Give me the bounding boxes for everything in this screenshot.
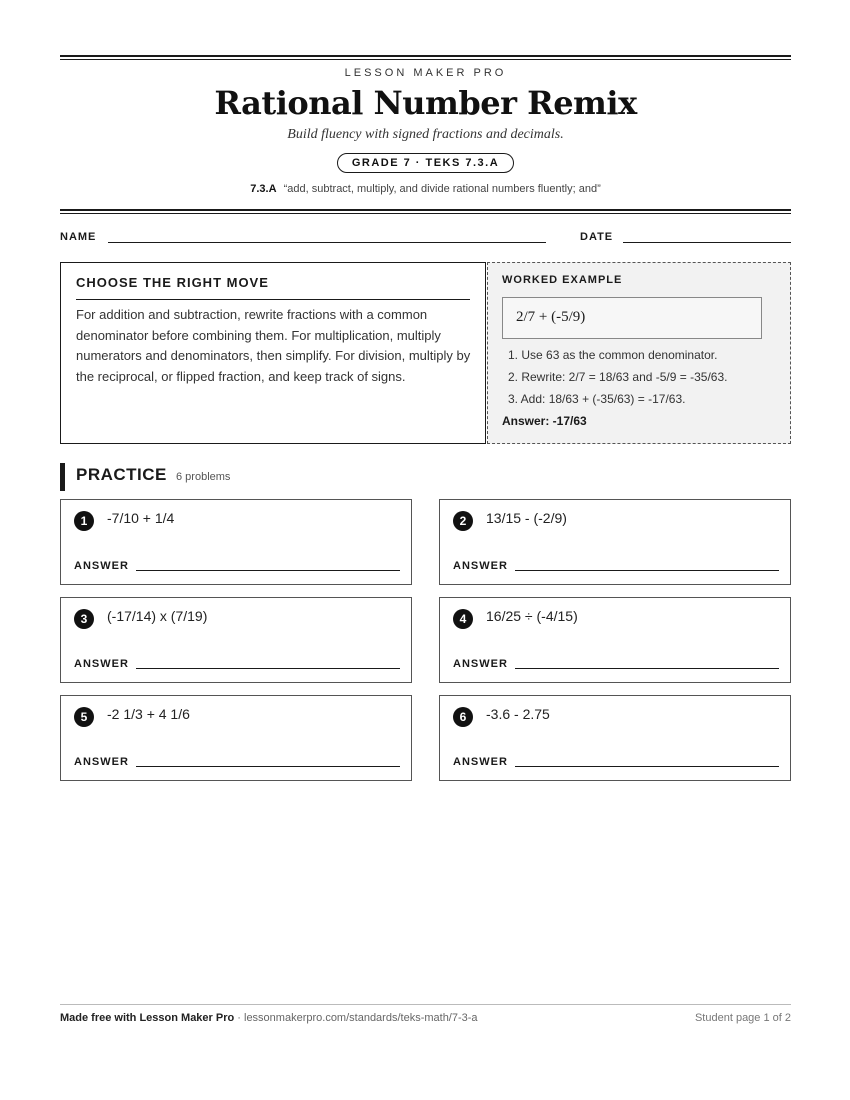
standard-text: “add, subtract, multiply, and divide rational numbers fluently; and” <box>283 183 601 195</box>
answer-label: ANSWER <box>74 560 129 572</box>
worked-example-step: 3. Add: 18/63 + (-35/63) = -17/63. <box>508 392 686 406</box>
problem-card <box>60 695 412 781</box>
footer-page-label: Student page 1 of 2 <box>694 1012 791 1024</box>
problem-card <box>60 597 412 683</box>
answer-field[interactable] <box>515 570 779 571</box>
problem-text: -7/10 + 1/4 <box>107 510 175 526</box>
answer-field[interactable] <box>515 766 779 767</box>
answer-label: ANSWER <box>74 658 129 670</box>
standard-code: 7.3.A <box>250 183 277 195</box>
footer-credit <box>60 1012 478 1024</box>
answer-label: ANSWER <box>453 560 508 572</box>
worked-example-expression: 2/7 + (-5/9) <box>502 297 762 339</box>
worked-example-heading: WORKED EXAMPLE <box>502 274 623 286</box>
problem-text: 16/25 ÷ (-4/15) <box>486 608 578 624</box>
header-top-rule <box>60 55 791 60</box>
grade-badge-wrap <box>60 153 791 173</box>
practice-accent-bar <box>60 463 65 491</box>
problem-number: 3 <box>74 609 94 629</box>
practice-heading: PRACTICE <box>76 465 167 484</box>
date-field[interactable] <box>623 242 791 243</box>
problem-number: 2 <box>453 511 473 531</box>
problem-card <box>439 499 791 585</box>
problem-text: -3.6 - 2.75 <box>486 706 550 722</box>
footer-made-with: Made free with Lesson Maker Pro <box>60 1012 235 1024</box>
worked-example-answer: Answer: -17/63 <box>502 414 587 428</box>
practice-count: 6 problems <box>176 471 231 483</box>
page-title: Rational Number Remix <box>214 84 637 122</box>
footer-separator: · <box>234 1012 244 1024</box>
brand-label: LESSON MAKER PRO <box>344 67 507 79</box>
answer-label: ANSWER <box>74 756 129 768</box>
worked-example-step: 1. Use 63 as the common denominator. <box>508 348 718 362</box>
header-bottom-rule <box>60 209 791 214</box>
answer-label: ANSWER <box>453 658 508 670</box>
page-subtitle: Build fluency with signed fractions and decimals. <box>287 127 564 142</box>
problem-number: 1 <box>74 511 94 531</box>
problem-number: 4 <box>453 609 473 629</box>
name-field[interactable] <box>108 242 546 243</box>
answer-field[interactable] <box>136 766 400 767</box>
standard-line <box>60 183 791 195</box>
name-label: NAME <box>60 231 97 243</box>
problem-text: 13/15 - (-2/9) <box>486 510 567 526</box>
grade-badge: GRADE 7 · TEKS 7.3.A <box>337 153 514 173</box>
worksheet-page <box>60 0 791 1100</box>
choose-move-divider <box>76 299 470 300</box>
footer-url[interactable]: lessonmakerpro.com/standards/teks-math/7-3-a <box>244 1012 478 1024</box>
problem-text: (-17/14) x (7/19) <box>107 608 208 624</box>
answer-field[interactable] <box>136 668 400 669</box>
problem-number: 6 <box>453 707 473 727</box>
problem-card <box>60 499 412 585</box>
problem-card <box>439 695 791 781</box>
problem-text: -2 1/3 + 4 1/6 <box>107 706 190 722</box>
choose-move-body: For addition and subtraction, rewrite fractions with a common denominator before combining them. For multiplication, multiply numerators and denominators, then simplify. For division, multiply by the reciprocal, or flipped fraction, and keep track of signs. <box>76 307 471 384</box>
worked-example-steps <box>508 344 727 410</box>
choose-move-box <box>60 262 486 444</box>
worked-example-box <box>487 262 791 444</box>
worked-example-step: 2. Rewrite: 2/7 = 18/63 and -5/9 = -35/63. <box>508 370 728 384</box>
footer-divider <box>60 1004 791 1005</box>
answer-label: ANSWER <box>453 756 508 768</box>
answer-field[interactable] <box>515 668 779 669</box>
date-label: DATE <box>580 231 614 243</box>
problem-number: 5 <box>74 707 94 727</box>
answer-field[interactable] <box>136 570 400 571</box>
choose-move-heading: CHOOSE THE RIGHT MOVE <box>76 275 269 290</box>
problem-card <box>439 597 791 683</box>
